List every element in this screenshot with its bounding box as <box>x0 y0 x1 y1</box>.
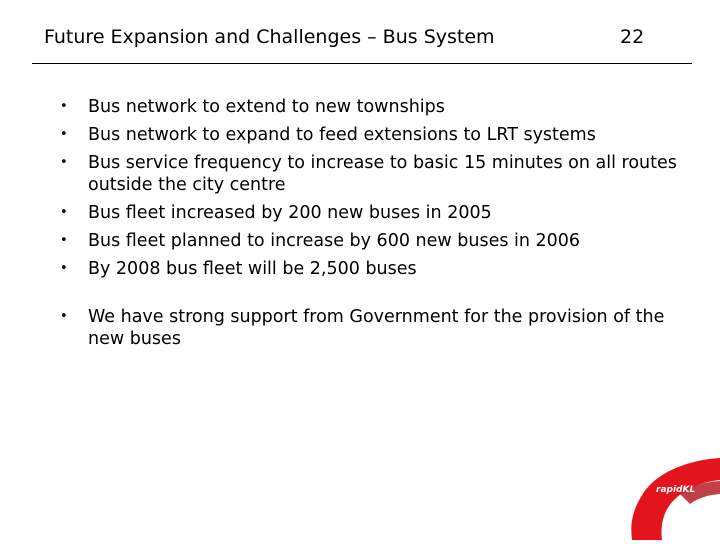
bullet-marker: • <box>60 261 68 276</box>
bullet-item <box>60 152 700 196</box>
title-divider <box>32 63 692 64</box>
bullet-text: We have strong support from Government for the provision of the new buses <box>88 307 665 349</box>
bullet-text: Bus network to expand to feed extensions to LRT systems <box>88 125 596 145</box>
bullet-text: Bus service frequency to increase to basic 15 minutes on all routes outside the city centre <box>88 153 677 195</box>
logo-text: rapidKL <box>656 485 696 495</box>
bullet-item <box>60 306 700 350</box>
bullet-item <box>60 258 700 280</box>
bullet-marker: • <box>60 99 68 114</box>
bullet-item <box>60 230 700 252</box>
bullet-marker: • <box>60 205 68 220</box>
bullet-marker: • <box>60 127 68 142</box>
bullet-text: Bus network to extend to new townships <box>88 97 445 117</box>
bullet-item <box>60 124 700 146</box>
bullet-item <box>60 202 700 224</box>
bullet-text: Bus fleet increased by 200 new buses in 2005 <box>88 203 492 223</box>
bullet-text: By 2008 bus fleet will be 2,500 buses <box>88 259 417 279</box>
bullet-marker: • <box>60 233 68 248</box>
bullet-text: Bus fleet planned to increase by 600 new buses in 2006 <box>88 231 581 251</box>
bullet-item <box>60 96 700 118</box>
bullet-marker: • <box>60 309 68 324</box>
slide-number: 22 <box>620 26 645 48</box>
bullet-marker: • <box>60 155 68 170</box>
bullet-list <box>60 96 700 356</box>
slide-title: Future Expansion and Challenges – Bus System <box>44 26 495 48</box>
rapidkl-logo <box>618 458 720 540</box>
rapidkl-logo-icon <box>618 458 720 540</box>
